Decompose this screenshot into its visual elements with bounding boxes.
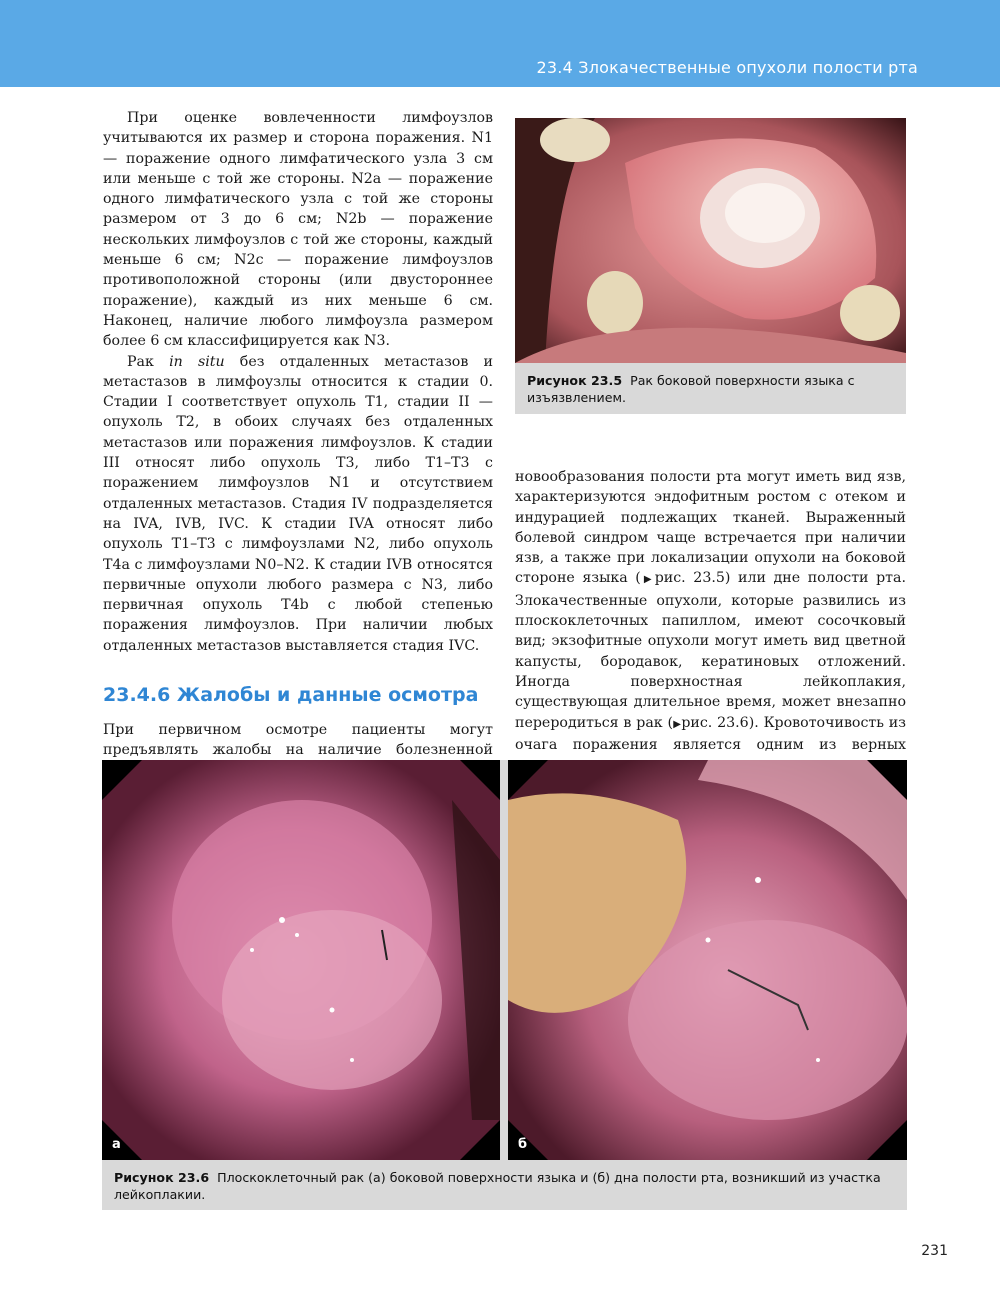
reference-link[interactable]: рис. 23.5 bbox=[654, 570, 725, 587]
arrow-icon: ▶ bbox=[640, 574, 655, 586]
section-heading: 23.4.6 Жалобы и данные осмотра bbox=[103, 684, 479, 707]
figure-23-6 bbox=[102, 760, 907, 1210]
in-situ-italic: in situ bbox=[169, 353, 225, 370]
figure-23-5-caption: Рисунок 23.5 Рак боковой поверхности языка с изъязвлением. bbox=[527, 373, 855, 405]
paragraph-neoplasms: новообразования полости рта могут иметь вид язв, характеризуются эндофитным ростом с отеком и индурацией подлежащих тканей. Выраженный болевой синдром чаще встречается при наличии язв, а также при локализации опухоли на боковой стороне языка (▶рис. 23.5) или дне полости рта. Злокачественные опухоли, которые развились из плоскоклеточных папиллом, имеют сосочковый вид; экзофитные опухоли могут иметь вид цветной капусты, бородавок, кератиновых отложений. Иногда поверхностная лейкоплакия, существующая длительное время, может внезапно переродиться в рак (▶рис. 23.6). Кровоточивость из очага поражения является одним из верных bbox=[515, 469, 906, 753]
paragraph-lymph-nodes: При оценке вовлеченности лимфоузлов учитываются их размер и сторона поражения. N1 — поражение одного лимфатического узла 3 см или меньше с той же стороны. N2a — поражение одного лимфатического узла с той же стороны размером от 3 до 6 см; N2b — поражение нескольких лимфоузлов с той же стороны, каждый меньше 6 см; N2c — поражение лимфоузлов противоположной стороны (или двустороннее поражение), каждый из них меньше 6 см. Наконец, наличие любого лимфоузла размером более 6 см классифицируется как N3. bbox=[103, 110, 493, 350]
arrow-icon: ▶ bbox=[673, 718, 682, 730]
panel-label-b: б bbox=[518, 1137, 528, 1152]
photo-tongue-ulcer bbox=[515, 118, 906, 363]
page-number: 231 bbox=[921, 1243, 948, 1259]
panel-label-a: а bbox=[112, 1137, 121, 1152]
left-column bbox=[103, 108, 493, 842]
figure-23-5 bbox=[515, 118, 906, 414]
right-column bbox=[515, 467, 906, 775]
photo-tongue-lateral bbox=[102, 760, 500, 1160]
figure-23-6-caption: Рисунок 23.6 Плоскоклеточный рак (а) боковой поверхности языка и (б) дна полости рта, возникший из участка лейкоплакии. bbox=[114, 1170, 881, 1202]
paragraph-stages: Рак in situ без отдаленных метастазов и метастазов в лимфоузлы относится к стадии 0. Стадии I соответствует опухоль T1, стадии II — опухоль T2, в обоих случаях без отдаленных метастазов или поражения лимфоузлов. К стадии III относят либо опухоль T3, либо T1–T3 с поражением лимфоузлов N1 и отсутствием отдаленных метастазов. Стадия IV подразделяется на IVA, IVB, IVC. К стадии IVA относят либо опухоль T1–T3 с лимфоузлами N2, либо опухоль T4a с лимфоузлами N0–N2. К стадии IVB относятся первичные опухоли любого размера с N3, либо первичная опухоль T4b с любой степенью поражения лимфоузлов. При наличии любых отдаленных метастазов выставляется стадия IVC. bbox=[103, 353, 493, 654]
paragraph-complaints: При первичном осмотре пациенты могут предъявлять жалобы на наличие болезненной bbox=[103, 722, 493, 759]
photo-mouth-floor bbox=[508, 760, 907, 1160]
reference-link[interactable]: рис. 23.6 bbox=[681, 714, 749, 731]
running-title: 23.4 Злокачественные опухоли полости рта bbox=[536, 58, 918, 77]
